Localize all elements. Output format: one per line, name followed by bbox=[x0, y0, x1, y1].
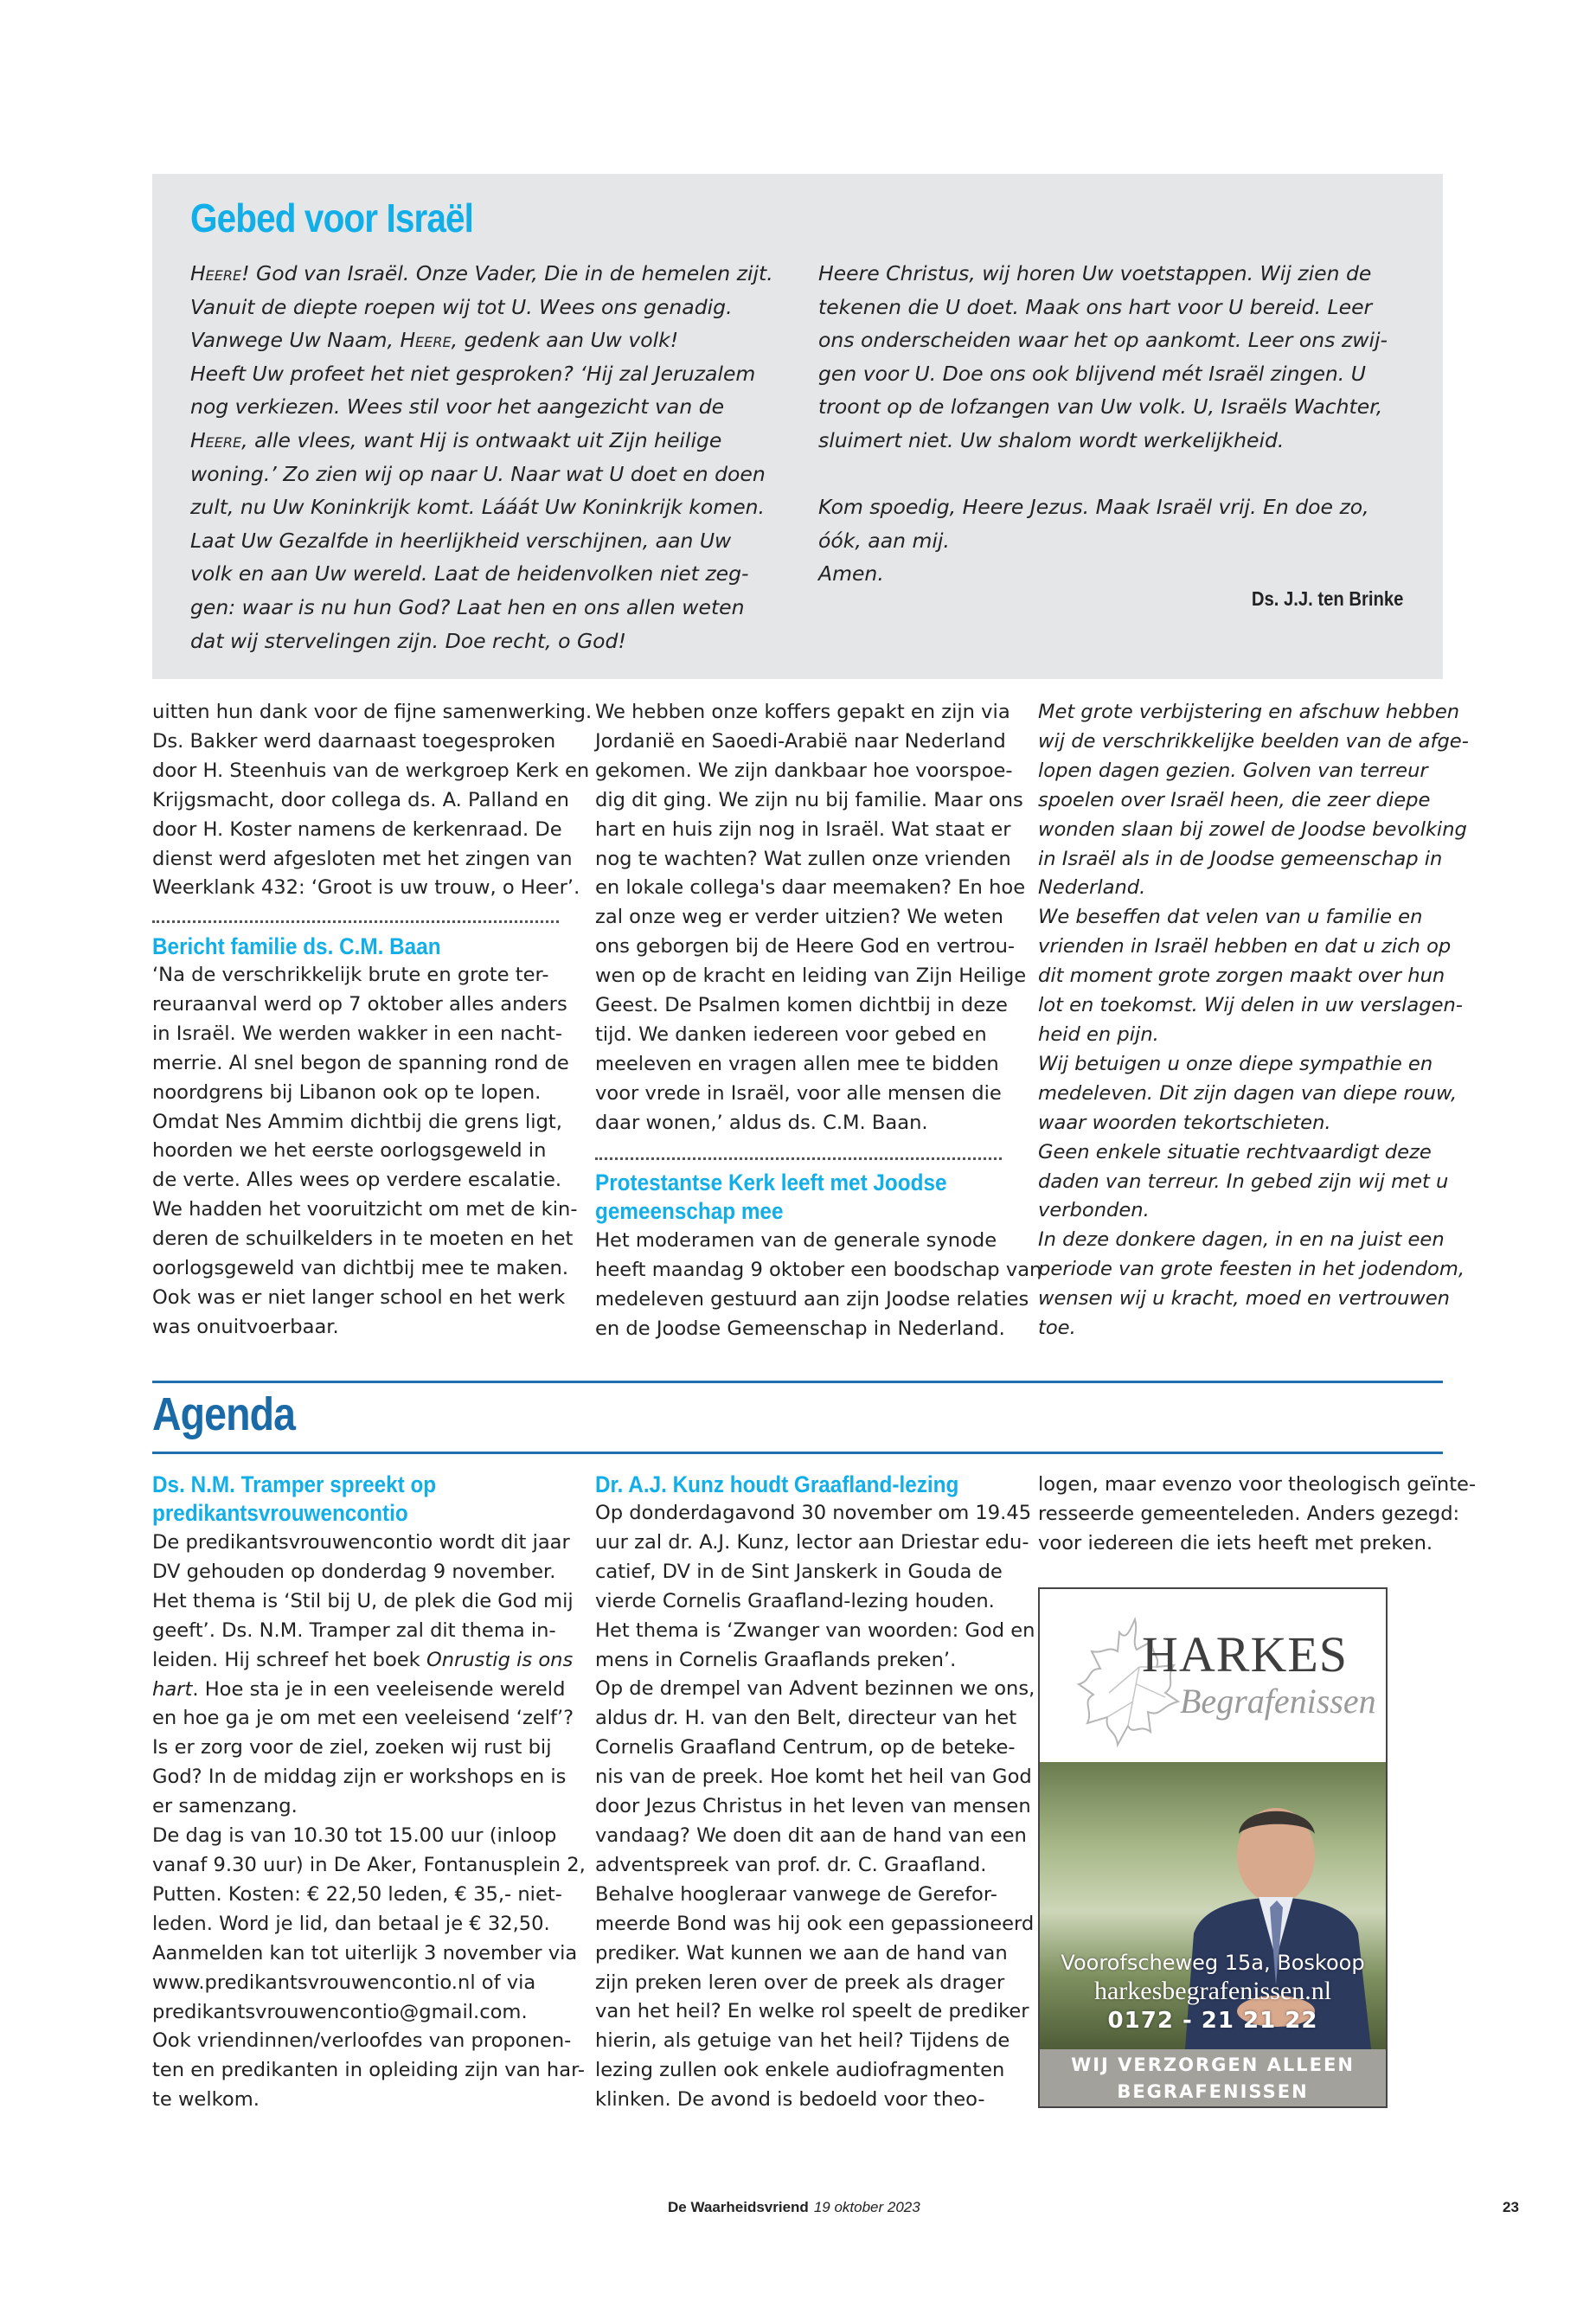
prayer-line: Laat Uw Gezalfde in heerlijkheid verschijnen, aan Uw bbox=[190, 528, 732, 553]
text-line: meeleven en vragen allen mee te bidden bbox=[595, 1052, 999, 1075]
text-line: Met grote verbijstering en afschuw hebben bbox=[1038, 701, 1460, 723]
text-line: We hadden het vooruitzicht om met de kin- bbox=[152, 1198, 578, 1221]
text-line: wen op de kracht en leiding van Zijn Heilige bbox=[595, 965, 1027, 988]
prayer-line: woning.’ Zo zien wij op naar U. Naar wat U doet en doen bbox=[190, 461, 766, 486]
prayer-line: Vanwege Uw Naam, Heere, gedenk aan Uw volk! bbox=[190, 328, 679, 353]
text-line: wonden slaan bij zowel de Joodse bevolking bbox=[1038, 817, 1467, 841]
text-line: De predikantsvrouwencontio wordt dit jaar bbox=[152, 1531, 570, 1554]
text-line: Het thema is ‘Zwanger van woorden: God en bbox=[595, 1618, 1035, 1642]
text-line: Behalve hoogleraar vanwege de Gerefor- bbox=[595, 1882, 997, 1906]
text-line: DV gehouden op donderdag 9 november. bbox=[152, 1560, 556, 1583]
heading-line: predikantsvrouwencontio bbox=[152, 1500, 408, 1526]
text-line: tijd. We danken iedereen voor gebed en bbox=[595, 1022, 987, 1046]
ad-subtitle: Begrafenissen bbox=[1180, 1682, 1376, 1721]
prayer-line: nog verkiezen. Wees stil voor het aangezicht van de bbox=[190, 394, 725, 420]
text-line: vrienden in Israël hebben en dat u zich op bbox=[1038, 935, 1452, 958]
text-line: wensen wij u kracht, moed en vertrouwen bbox=[1038, 1287, 1450, 1311]
text-line: merrie. Al snel begon de spanning rond de bbox=[152, 1051, 569, 1074]
text-line: van het heil? En welke rol speelt de prediker bbox=[595, 2000, 1029, 2023]
prayer-line: Heere! God van Israël. Onze Vader, Die in de hemelen zijt. bbox=[190, 261, 773, 285]
ad-brand: HARKES bbox=[1142, 1626, 1349, 1682]
text-line: gekomen. We zijn dankbaar hoe voorspoe- bbox=[595, 759, 1013, 782]
text-line: periode van grote feesten in het jodendom, bbox=[1038, 1258, 1465, 1281]
article-tramper bbox=[152, 1529, 586, 2115]
dotted-divider bbox=[595, 1157, 1002, 1160]
text-line: uur zal dr. A.J. Kunz, lector aan Driestar edu- bbox=[595, 1530, 1029, 1554]
text-line: en lokale collega's daar meemaken? En hoe bbox=[595, 876, 1026, 900]
prayer-line: troont op de lofzangen van Uw volk. U, Israëls Wachter, bbox=[818, 394, 1383, 420]
text-line: dienst werd afgesloten met het zingen van bbox=[152, 847, 573, 870]
article-protestantse-kerk bbox=[595, 1227, 1042, 1344]
text-line: Ook vriendinnen/verloofdes van proponen- bbox=[152, 2029, 572, 2053]
text-line: spoelen over Israël heen, die zeer diepe bbox=[1038, 788, 1431, 811]
ad-photo bbox=[1040, 1762, 1386, 2049]
text-line: oorlogsgeweld van dichtbij mee te maken. bbox=[152, 1257, 569, 1280]
text-line: vandaag? We doen dit aan de hand van een bbox=[595, 1823, 1027, 1847]
agenda-bottom-rule bbox=[152, 1452, 1443, 1454]
text-line: hoorden we het eerste oorlogsgeweld in bbox=[152, 1139, 547, 1163]
prayer-line: zult, nu Uw Koninkrijk komt. Lááát Uw Koninkrijk komen. bbox=[190, 495, 766, 520]
text-line: lezing zullen ook enkele audiofragmenten bbox=[595, 2059, 1005, 2082]
prayer-line: tekenen die U doet. Maak ons hart voor U bereid. Leer bbox=[818, 294, 1373, 319]
text-line: hierin, als getuige van het heil? Tijdens de bbox=[595, 2029, 1010, 2053]
text-line: We beseffen dat velen van u familie en bbox=[1038, 906, 1423, 929]
issue-date: 19 oktober 2023 bbox=[813, 2199, 920, 2215]
text-line: uitten hun dank voor de fijne samenwerking. bbox=[152, 701, 593, 723]
ad-website[interactable]: harkesbegrafenissen.nl bbox=[1093, 1977, 1332, 2005]
prayer-line: gen voor U. Doe ons ook blijvend mét Israël zingen. U bbox=[818, 361, 1366, 386]
statement-protestantse-kerk bbox=[1038, 698, 1469, 1343]
text-line: deren de schuilkelders in te moeten en het bbox=[152, 1227, 574, 1251]
prayer-left-column bbox=[190, 257, 787, 657]
text-line: ons geborgen bij de Heere God en vertrou- bbox=[595, 935, 1016, 958]
book-title: hart bbox=[152, 1677, 193, 1701]
text-line: aldus dr. H. van den Belt, directeur van het bbox=[595, 1707, 1017, 1730]
text-line: meerde Bond was hij ook een gepassioneerd bbox=[595, 1912, 1035, 1935]
prayer-line: Kom spoedig, Heere Jezus. Maak Israël vrij. En doe zo, bbox=[818, 495, 1369, 520]
text-line: dig dit ging. We zijn nu bij familie. Maar ons bbox=[595, 788, 1023, 811]
heading-tramper bbox=[152, 1471, 468, 1528]
text-line: daden van terreur. In gebed zijn wij met u bbox=[1038, 1170, 1449, 1193]
text-line: door H. Steenhuis van de werkgroep Kerk en bbox=[152, 759, 590, 782]
text-line: reuraanval werd op 7 oktober alles anders bbox=[152, 992, 567, 1016]
email-link[interactable]: predikantsvrouwencontio@gmail.com. bbox=[152, 2000, 528, 2023]
text-line: Cornelis Graafland Centrum, op de beteke- bbox=[595, 1736, 1016, 1759]
text-line: zal onze weg er verder uitzien? We weten bbox=[595, 906, 1003, 929]
magazine-name: De Waarheidsvriend bbox=[668, 2199, 809, 2215]
prayer-right-column bbox=[818, 257, 1424, 591]
text-line: verbonden. bbox=[1038, 1199, 1150, 1222]
text-line: nog te wachten? Wat zullen onze vrienden bbox=[595, 847, 1011, 870]
prayer-signature: Ds. J.J. ten Brinke bbox=[1251, 587, 1403, 610]
article-bericht-familie-baan bbox=[152, 961, 578, 1343]
text-line: Ook was er niet langer school en het werk bbox=[152, 1285, 566, 1309]
text-line: Het moderamen van de generale synode bbox=[595, 1229, 997, 1252]
text-line: Op donderdagavond 30 november om 19.45 bbox=[595, 1502, 1032, 1524]
text-line: en de Joodse Gemeenschap in Nederland. bbox=[595, 1317, 1005, 1340]
text-line: medeleven. Dit zijn dagen van diepe rouw, bbox=[1038, 1081, 1458, 1105]
text-line: heid en pijn. bbox=[1038, 1022, 1159, 1046]
text-line: leiden. Hij schreef het boek Onrustig is ons bbox=[152, 1648, 574, 1671]
text-line: medeleven gestuurd aan zijn Joodse relaties bbox=[595, 1287, 1029, 1311]
prayer-line: gen: waar is nu hun God? Laat hen en ons allen weten bbox=[190, 594, 745, 619]
text-line: Weerklank 432: ‘Groot is uw trouw, o Heer’. bbox=[152, 876, 580, 900]
text-line: Nederland. bbox=[1038, 876, 1146, 900]
text-line: was onuitvoerbaar. bbox=[152, 1315, 339, 1338]
page-footer bbox=[668, 2199, 920, 2216]
prayer-line: Heere, alle vlees, want Hij is ontwaakt uit Zijn heilige bbox=[190, 427, 722, 452]
text-line: Krijgsmacht, door collega ds. A. Palland en bbox=[152, 788, 569, 811]
text-line: hart. Hoe sta je in een veeleisende wereld bbox=[152, 1677, 566, 1701]
text-line: We hebben onze koffers gepakt en zijn via bbox=[595, 701, 1010, 723]
text-line: catief, DV in de Sint Janskerk in Gouda de bbox=[595, 1560, 1003, 1583]
text-line: waar woorden tekortschieten. bbox=[1038, 1111, 1331, 1134]
prayer-line: Heeft Uw profeet het niet gesproken? ‘Hij zal Jeruzalem bbox=[190, 361, 756, 386]
text-line: door H. Koster namens de kerkenraad. De bbox=[152, 817, 562, 841]
text-line: Wij betuigen u onze diepe sympathie en bbox=[1038, 1052, 1433, 1075]
prayer-title: Gebed voor Israël bbox=[190, 195, 474, 240]
text-line: door Jezus Christus in het leven van mensen bbox=[595, 1795, 1031, 1818]
text-line: vierde Cornelis Graafland-lezing houden. bbox=[595, 1589, 995, 1612]
text-line: Geest. De Psalmen komen dichtbij in deze bbox=[595, 994, 1008, 1017]
text-line: zijn preken leren over de preek als drager bbox=[595, 1971, 1005, 1994]
prayer-line: dat wij stervelingen zijn. Doe recht, o God! bbox=[190, 628, 626, 653]
text-line: Is er zorg voor de ziel, zoeken wij rust bij bbox=[152, 1736, 552, 1759]
article-column-1-intro bbox=[152, 698, 593, 903]
dotted-divider bbox=[152, 920, 559, 923]
text-line: in Israël. We werden wakker in een nacht- bbox=[152, 1022, 563, 1045]
text-line: noordgrens bij Libanon ook op te lopen. bbox=[152, 1080, 542, 1104]
text-line: De dag is van 10.30 tot 15.00 uur (inloop bbox=[152, 1824, 557, 1848]
text-line: dit moment grote zorgen maakt over hun bbox=[1038, 965, 1445, 988]
prayer-line: Vanuit de diepte roepen wij tot U. Wees ons genadig. bbox=[190, 294, 733, 319]
prayer-line: Heere Christus, wij horen Uw voetstappen. Wij zien de bbox=[818, 261, 1372, 285]
text-line: de verte. Alles wees op verdere escalatie. bbox=[152, 1169, 562, 1192]
text-line: logen, maar evenzo voor theologisch geïnte- bbox=[1038, 1473, 1477, 1496]
text-line: en hoe ga je om met een veeleisend ‘zelf’? bbox=[152, 1707, 574, 1730]
prayer-line: sluimert niet. Uw shalom wordt werkelijkheid. bbox=[818, 427, 1285, 452]
text-line: klinken. De avond is bedoeld voor theo- bbox=[595, 2088, 985, 2112]
prayer-line: ons onderscheiden waar het op aankomt. Leer ons zwij- bbox=[818, 328, 1388, 353]
text-line: Ds. Bakker werd daarnaast toegesproken bbox=[152, 729, 556, 753]
harkes-advertisement[interactable] bbox=[1038, 1587, 1388, 2108]
heading-line: Protestantse Kerk leeft met Joodse bbox=[595, 1170, 947, 1195]
text-line: in Israël als in de Joodse gemeenschap in bbox=[1038, 847, 1443, 870]
text-line: Putten. Kosten: € 22,50 leden, € 35,- niet- bbox=[152, 1882, 562, 1906]
text-line: hart en huis zijn nog in Israël. Wat staat er bbox=[595, 817, 1011, 841]
prayer-line: volk en aan Uw wereld. Laat de heidenvolken niet zeg- bbox=[190, 561, 749, 586]
text-line: wij de verschrikkelijke beelden van de afge- bbox=[1038, 729, 1469, 753]
prayer-line: óók, aan mij. bbox=[818, 528, 950, 553]
text-line: heeft maandag 9 oktober een boodschap van bbox=[595, 1258, 1042, 1281]
text-line: lot en toekomst. Wij delen in uw verslagen- bbox=[1038, 994, 1463, 1017]
heading-kunz: Dr. A.J. Kunz houdt Graafland-lezing bbox=[595, 1471, 959, 1497]
heading-protestantse-kerk bbox=[595, 1169, 986, 1226]
text-line: er samenzang. bbox=[152, 1795, 298, 1818]
article-baan-continued bbox=[595, 698, 1027, 1138]
text-line: In deze donkere dagen, in en na juist een bbox=[1038, 1228, 1445, 1252]
text-line: daar wonen,’ aldus ds. C.M. Baan. bbox=[595, 1111, 928, 1134]
article-kunz-continued bbox=[1038, 1471, 1477, 1559]
harkes-logo bbox=[1040, 1589, 1386, 1762]
heading-line: gemeenschap mee bbox=[595, 1198, 784, 1224]
text-line: Op de drempel van Advent bezinnen we ons, bbox=[595, 1677, 1035, 1701]
text-line: te welkom. bbox=[152, 2088, 260, 2112]
text-line: vanaf 9.30 uur) in De Aker, Fontanusplein 2, bbox=[152, 1853, 586, 1876]
agenda-title: Agenda bbox=[152, 1388, 296, 1440]
text-line: mens in Cornelis Graaflands preken’. bbox=[595, 1648, 957, 1671]
ad-tagline-band bbox=[1040, 2049, 1386, 2106]
text-line: voor vrede in Israël, voor alle mensen die bbox=[595, 1081, 1002, 1105]
book-title: Onrustig is ons bbox=[426, 1648, 574, 1671]
text-line: toe. bbox=[1038, 1317, 1076, 1340]
page-number: 23 bbox=[1503, 2199, 1519, 2215]
heading-line: Ds. N.M. Tramper spreekt op bbox=[152, 1471, 437, 1497]
agenda-top-rule bbox=[152, 1381, 1443, 1383]
text-line: ‘Na de verschrikkelijk brute en grote ter- bbox=[152, 964, 549, 986]
text-line: Het thema is ‘Stil bij U, de plek die God mij bbox=[152, 1589, 574, 1612]
text-line: nis van de preek. Hoe komt het heil van God bbox=[595, 1766, 1032, 1789]
text-line: ten en predikanten in opleiding zijn van har- bbox=[152, 2059, 586, 2082]
ad-tagline-line: BEGRAFENISSEN bbox=[1117, 2081, 1309, 2102]
text-line: Jordanië en Saoedi-Arabië naar Nederland bbox=[595, 729, 1006, 753]
text-line: Aanmelden kan tot uiterlijk 3 november via bbox=[152, 1941, 578, 1965]
ad-tagline-line: WIJ VERZORGEN ALLEEN bbox=[1071, 2054, 1355, 2075]
text-line: voor iedereen die iets heeft met preken. bbox=[1038, 1531, 1433, 1554]
text-line: lopen dagen gezien. Golven van terreur bbox=[1038, 759, 1428, 782]
text-line: God? In de middag zijn er workshops en is bbox=[152, 1766, 567, 1789]
ad-phone[interactable]: 0172 - 21 21 22 bbox=[1107, 2008, 1318, 2034]
text-line: geeft’. Ds. N.M. Tramper zal dit thema in- bbox=[152, 1618, 556, 1642]
heading-bericht-familie-baan: Bericht familie ds. C.M. Baan bbox=[152, 933, 441, 959]
text-line: resseerde gemeenteleden. Anders gezegd: bbox=[1038, 1502, 1460, 1525]
text-line: leden. Word je lid, dan betaal je € 32,50. bbox=[152, 1912, 550, 1935]
website-link[interactable]: www.predikantsvrouwencontio.nl of via bbox=[152, 1971, 536, 1994]
article-kunz bbox=[595, 1499, 1035, 2115]
prayer-line: Amen. bbox=[818, 561, 884, 586]
text-line: Omdat Nes Ammim dichtbij die grens ligt, bbox=[152, 1110, 562, 1133]
text-line: prediker. Wat kunnen we aan de hand van bbox=[595, 1941, 1008, 1965]
text-line: Geen enkele situatie rechtvaardigt deze bbox=[1038, 1140, 1432, 1163]
text-line: adventspreek van prof. dr. C. Graafland. bbox=[595, 1853, 987, 1876]
prayer-box bbox=[152, 174, 1443, 679]
ad-address: Voorofscheweg 15a, Boskoop bbox=[1061, 1951, 1365, 1975]
